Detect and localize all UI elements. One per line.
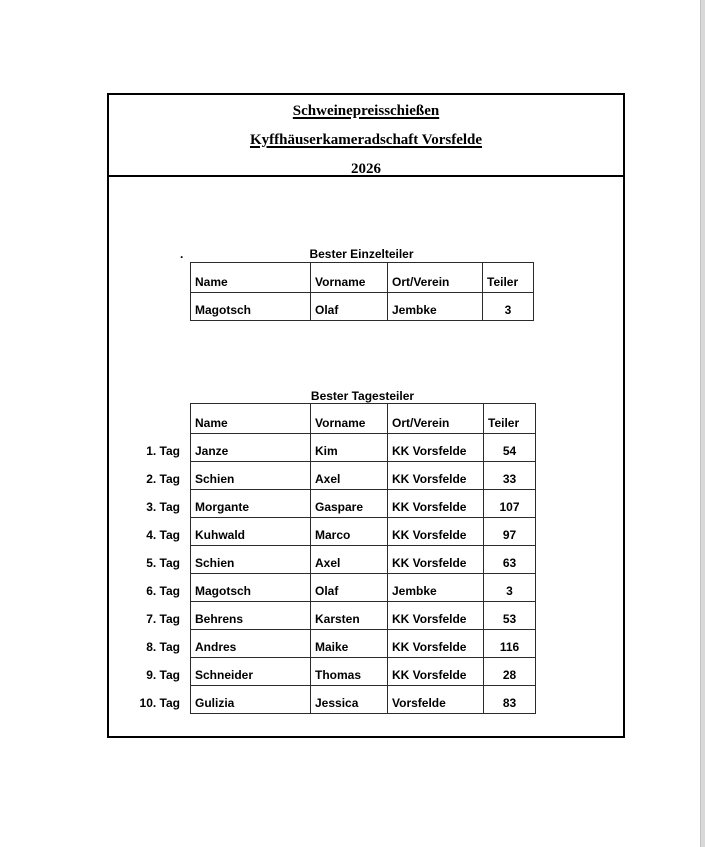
title-line-1: Schweinepreisschießen xyxy=(292,103,440,119)
cell-ort: Jembke xyxy=(388,293,483,321)
col-header-name: Name xyxy=(191,263,311,293)
table-header-row xyxy=(191,263,534,293)
cell-teiler: 3 xyxy=(484,574,536,602)
cell-vorname: Kim xyxy=(311,434,388,462)
cell-name: Morgante xyxy=(191,490,311,518)
cell-ort: Jembke xyxy=(388,574,484,602)
cell-name: Schneider xyxy=(191,658,311,686)
cell-ort: KK Vorsfelde xyxy=(388,490,484,518)
cell-vorname: Axel xyxy=(311,546,388,574)
stray-period-mark: . xyxy=(180,247,184,261)
col-header-teiler: Teiler xyxy=(484,404,536,434)
table-row xyxy=(191,293,534,321)
cell-name: Kuhwald xyxy=(191,518,311,546)
col-header-vorname: Vorname xyxy=(311,404,388,434)
tagesteiler-table-title: Bester Tagesteiler xyxy=(310,389,415,403)
day-label-6: 6. Tag xyxy=(146,584,180,598)
col-header-name: Name xyxy=(191,404,311,434)
table-row xyxy=(191,518,536,546)
col-header-vorname: Vorname xyxy=(311,263,388,293)
cell-name: Schien xyxy=(191,546,311,574)
cell-ort: KK Vorsfelde xyxy=(388,518,484,546)
title-line-2: Kyffhäuserkameradschaft Vorsfelde xyxy=(249,132,483,148)
cell-ort: KK Vorsfelde xyxy=(388,602,484,630)
cell-vorname: Jessica xyxy=(311,686,388,714)
day-label-8: 8. Tag xyxy=(146,640,180,654)
cell-name: Andres xyxy=(191,630,311,658)
table-row xyxy=(191,686,536,714)
day-label-3: 3. Tag xyxy=(146,500,180,514)
cell-vorname: Olaf xyxy=(311,574,388,602)
table-row xyxy=(191,630,536,658)
cell-vorname: Olaf xyxy=(311,293,388,321)
cell-teiler: 63 xyxy=(484,546,536,574)
cell-teiler: 3 xyxy=(483,293,534,321)
cell-teiler: 28 xyxy=(484,658,536,686)
cell-teiler: 54 xyxy=(484,434,536,462)
cell-ort: KK Vorsfelde xyxy=(388,462,484,490)
scrollbar[interactable] xyxy=(700,0,705,847)
cell-name: Gulizia xyxy=(191,686,311,714)
day-label-7: 7. Tag xyxy=(146,612,180,626)
cell-name: Schien xyxy=(191,462,311,490)
cell-vorname: Maike xyxy=(311,630,388,658)
cell-teiler: 97 xyxy=(484,518,536,546)
col-header-teiler: Teiler xyxy=(483,263,534,293)
cell-ort: KK Vorsfelde xyxy=(388,434,484,462)
col-header-ort: Ort/Verein xyxy=(388,263,483,293)
table-row xyxy=(191,658,536,686)
day-label-9: 9. Tag xyxy=(146,668,180,682)
cell-ort: Vorsfelde xyxy=(388,686,484,714)
einzelteiler-table xyxy=(190,262,534,321)
day-label-5: 5. Tag xyxy=(146,556,180,570)
cell-vorname: Thomas xyxy=(311,658,388,686)
cell-teiler: 116 xyxy=(484,630,536,658)
document-header xyxy=(109,95,623,177)
title-line-3: 2026 xyxy=(351,161,381,177)
table-row xyxy=(191,434,536,462)
col-header-ort: Ort/Verein xyxy=(388,404,484,434)
cell-teiler: 107 xyxy=(484,490,536,518)
cell-ort: KK Vorsfelde xyxy=(388,658,484,686)
day-label-2: 2. Tag xyxy=(146,472,180,486)
cell-teiler: 53 xyxy=(484,602,536,630)
day-label-4: 4. Tag xyxy=(146,528,180,542)
cell-vorname: Axel xyxy=(311,462,388,490)
cell-ort: KK Vorsfelde xyxy=(388,546,484,574)
table-row xyxy=(191,574,536,602)
einzelteiler-table-title: Bester Einzelteiler xyxy=(309,247,414,261)
cell-name: Magotsch xyxy=(191,574,311,602)
tagesteiler-table xyxy=(190,403,536,714)
cell-teiler: 33 xyxy=(484,462,536,490)
cell-vorname: Karsten xyxy=(311,602,388,630)
cell-name: Magotsch xyxy=(191,293,311,321)
day-label-1: 1. Tag xyxy=(146,444,180,458)
table-row xyxy=(191,546,536,574)
cell-vorname: Gaspare xyxy=(311,490,388,518)
cell-name: Behrens xyxy=(191,602,311,630)
cell-name: Janze xyxy=(191,434,311,462)
table-row xyxy=(191,462,536,490)
table-row xyxy=(191,602,536,630)
cell-ort: KK Vorsfelde xyxy=(388,630,484,658)
cell-vorname: Marco xyxy=(311,518,388,546)
cell-teiler: 83 xyxy=(484,686,536,714)
day-label-10: 10. Tag xyxy=(139,696,180,710)
table-row xyxy=(191,490,536,518)
table-header-row xyxy=(191,404,536,434)
